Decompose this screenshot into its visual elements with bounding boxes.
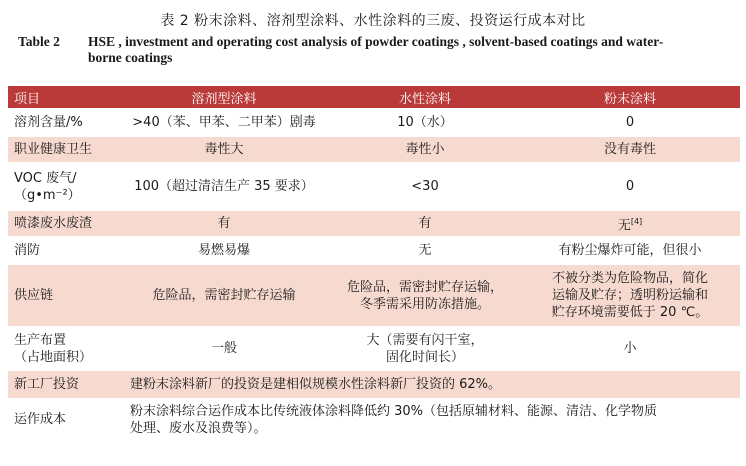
cell-powder: 没有毒性 xyxy=(520,137,740,163)
cell-item: 供应链 xyxy=(8,265,118,327)
cell-merged-line: 粉末涂料综合运作成本比传统液体涂料降低约 30%（包括原辅材料、能源、清洁、化学物质 xyxy=(130,403,658,419)
comparison-table xyxy=(8,86,740,441)
cell-solvent: 危险品，需密封贮存运输 xyxy=(118,265,330,327)
cell-item: 运作成本 xyxy=(8,399,118,441)
table-row xyxy=(8,109,740,137)
cell-powder-line: 运输及贮存；透明粉运输和 xyxy=(551,288,708,303)
table-caption-chinese: 表 2 粉末涂料、溶剂型涂料、水性涂料的三废、投资运行成本对比 xyxy=(160,13,586,29)
cell-item xyxy=(8,327,118,371)
caption-line-1: HSE , investment and operating cost analysis of powder coatings , solvent-based coatings and water- xyxy=(88,34,664,49)
cell-powder: 0 xyxy=(520,163,740,211)
cell-water xyxy=(330,327,520,371)
cell-water-line: 危险品，需密封贮存运输， xyxy=(346,279,503,295)
cell-solvent: 易燃易爆 xyxy=(118,237,330,265)
cell-item-line: 生产布置 xyxy=(14,332,67,348)
table-row xyxy=(8,163,740,211)
cell-water: 10（水） xyxy=(330,109,520,137)
cell-item xyxy=(8,163,118,211)
cell-water: 无 xyxy=(330,237,520,265)
reference-marker: [4] xyxy=(630,216,643,226)
caption-line-2: borne coatings xyxy=(88,50,173,65)
header-solvent: 溶剂型涂料 xyxy=(118,86,330,109)
cell-powder-line: 不被分类为危险物品，简化 xyxy=(551,271,708,286)
cell-item: 新工厂投资 xyxy=(8,371,118,399)
cell-water: 毒性小 xyxy=(330,137,520,163)
cell-item: 溶剂含量/% xyxy=(8,109,118,137)
cell-powder xyxy=(520,265,740,327)
table-row xyxy=(8,137,740,163)
cell-water: 有 xyxy=(330,211,520,237)
table-row xyxy=(8,327,740,371)
table-row xyxy=(8,237,740,265)
cell-water-line: 大（需要有闪干室， xyxy=(366,332,484,348)
cell-solvent: 100（超过清洁生产 35 要求） xyxy=(118,163,330,211)
cell-powder-line: 贮存环境需要低于 20 ℃。 xyxy=(551,305,709,320)
header-powder: 粉末涂料 xyxy=(520,86,740,109)
cell-water-line: 冬季需采用防冻措施。 xyxy=(359,296,490,312)
table-row xyxy=(8,371,740,399)
cell-solvent: 毒性大 xyxy=(118,137,330,163)
cell-merged-line: 处理、废水及浪费等）。 xyxy=(130,420,267,436)
cell-solvent: 有 xyxy=(118,211,330,237)
cell-solvent: 一般 xyxy=(118,327,330,371)
cell-item-line: （g•m⁻²） xyxy=(14,187,81,203)
cell-item: 喷漆废水废渣 xyxy=(8,211,118,237)
cell-item: 消防 xyxy=(8,237,118,265)
cell-powder: 小 xyxy=(520,327,740,371)
table-row xyxy=(8,211,740,237)
cell-item-line: （占地面积） xyxy=(14,349,93,365)
cell-powder: 有粉尘爆炸可能，但很小 xyxy=(520,237,740,265)
cell-merged: 建粉末涂料新厂的投资是建相似规模水性涂料新厂投资的 62%。 xyxy=(118,371,740,399)
cell-water: <30 xyxy=(330,163,520,211)
table-row xyxy=(8,265,740,327)
header-item: 项目 xyxy=(8,86,118,109)
cell-powder: 0 xyxy=(520,109,740,137)
header-water: 水性涂料 xyxy=(330,86,520,109)
cell-item: 职业健康卫生 xyxy=(8,137,118,163)
table-label: Table 2 xyxy=(18,34,60,49)
cell-powder xyxy=(520,211,740,237)
cell-merged xyxy=(118,399,740,441)
cell-solvent: >40（苯、甲苯、二甲苯）剧毒 xyxy=(118,109,330,137)
cell-item-line: VOC 废气/ xyxy=(14,170,77,186)
cell-water xyxy=(330,265,520,327)
table-header-row xyxy=(8,86,740,109)
table-caption-english xyxy=(18,34,734,66)
cell-powder-text: 无 xyxy=(617,218,631,234)
table-row xyxy=(8,399,740,441)
cell-water-line: 固化时间长） xyxy=(385,349,464,365)
